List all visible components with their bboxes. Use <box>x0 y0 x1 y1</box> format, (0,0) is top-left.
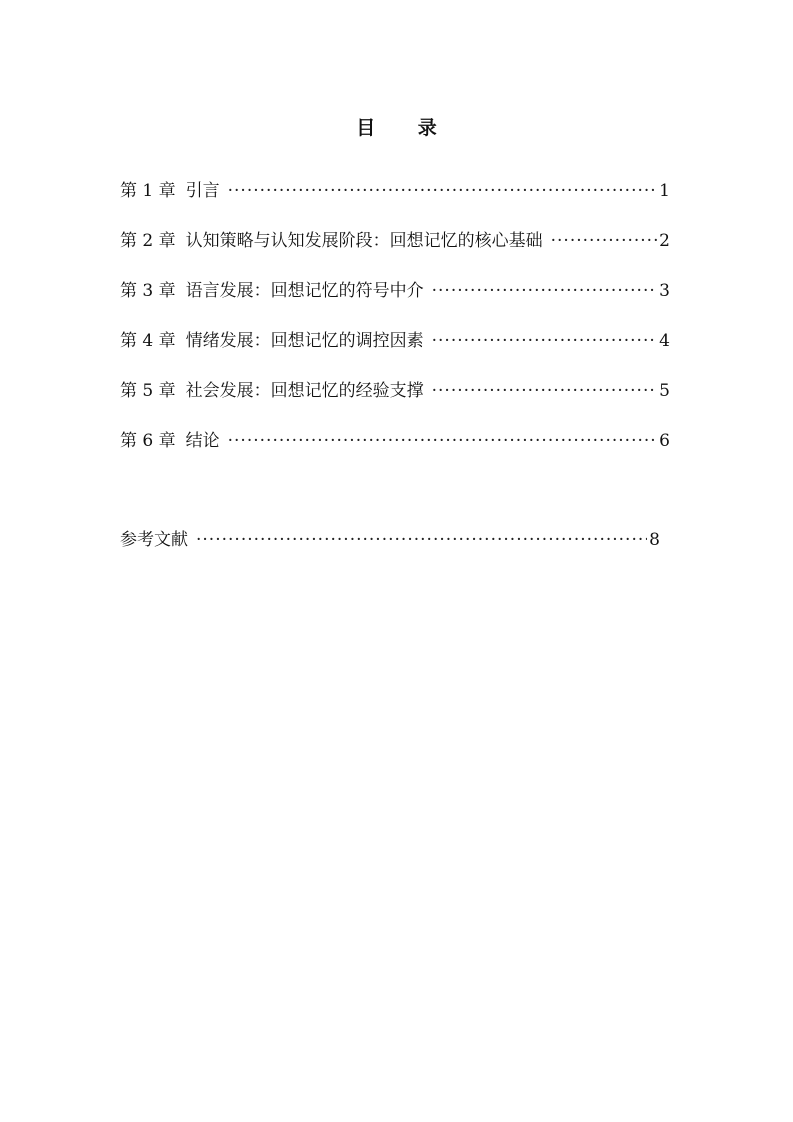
toc-dot-leader <box>432 281 658 301</box>
toc-entry-title: 语言发展：回想记忆的符号中介 <box>185 281 424 301</box>
toc-entry-page: 3 <box>659 281 670 301</box>
toc-dot-leader <box>196 530 647 550</box>
toc-entry-4[interactable] <box>120 326 670 376</box>
toc-entry-title: 结论 <box>185 431 220 451</box>
toc-dot-leader <box>432 381 658 401</box>
toc-entry-page: 4 <box>659 331 670 351</box>
toc-dot-leader <box>551 231 658 251</box>
toc-entry-chapter: 第 4 章 <box>120 331 176 351</box>
toc-title: 目 录 <box>356 117 455 139</box>
toc-entry-page: 8 <box>649 530 660 550</box>
toc-entry-title: 认知策略与认知发展阶段：回想记忆的核心基础 <box>185 231 543 251</box>
toc-entry-page: 2 <box>659 231 670 251</box>
toc-entry-references[interactable] <box>120 525 660 575</box>
toc-entry-chapter: 第 5 章 <box>120 381 176 401</box>
toc-entry-1[interactable] <box>120 176 670 226</box>
toc-entry-chapter: 第 6 章 <box>120 431 176 451</box>
toc-entry-title: 引言 <box>185 181 220 201</box>
toc-entry-title: 社会发展：回想记忆的经验支撑 <box>185 381 424 401</box>
toc-entry-chapter: 第 1 章 <box>120 181 176 201</box>
toc-entry-page: 5 <box>659 381 670 401</box>
toc-entry-page: 1 <box>659 181 670 201</box>
toc-entry-title: 参考文献 <box>120 530 188 550</box>
toc-entry-chapter: 第 3 章 <box>120 281 176 301</box>
toc-references <box>120 525 660 575</box>
toc-entry-chapter: 第 2 章 <box>120 231 176 251</box>
toc-entry-5[interactable] <box>120 376 670 426</box>
toc-entry-2[interactable] <box>120 226 670 276</box>
toc-entry-3[interactable] <box>120 276 670 326</box>
toc-dot-leader <box>228 181 658 201</box>
toc-entry-title: 情绪发展：回想记忆的调控因素 <box>185 331 424 351</box>
toc-dot-leader <box>228 431 658 451</box>
toc-list <box>120 176 670 476</box>
toc-dot-leader <box>432 331 658 351</box>
toc-entry-page: 6 <box>659 431 670 451</box>
toc-entry-6[interactable] <box>120 426 670 476</box>
